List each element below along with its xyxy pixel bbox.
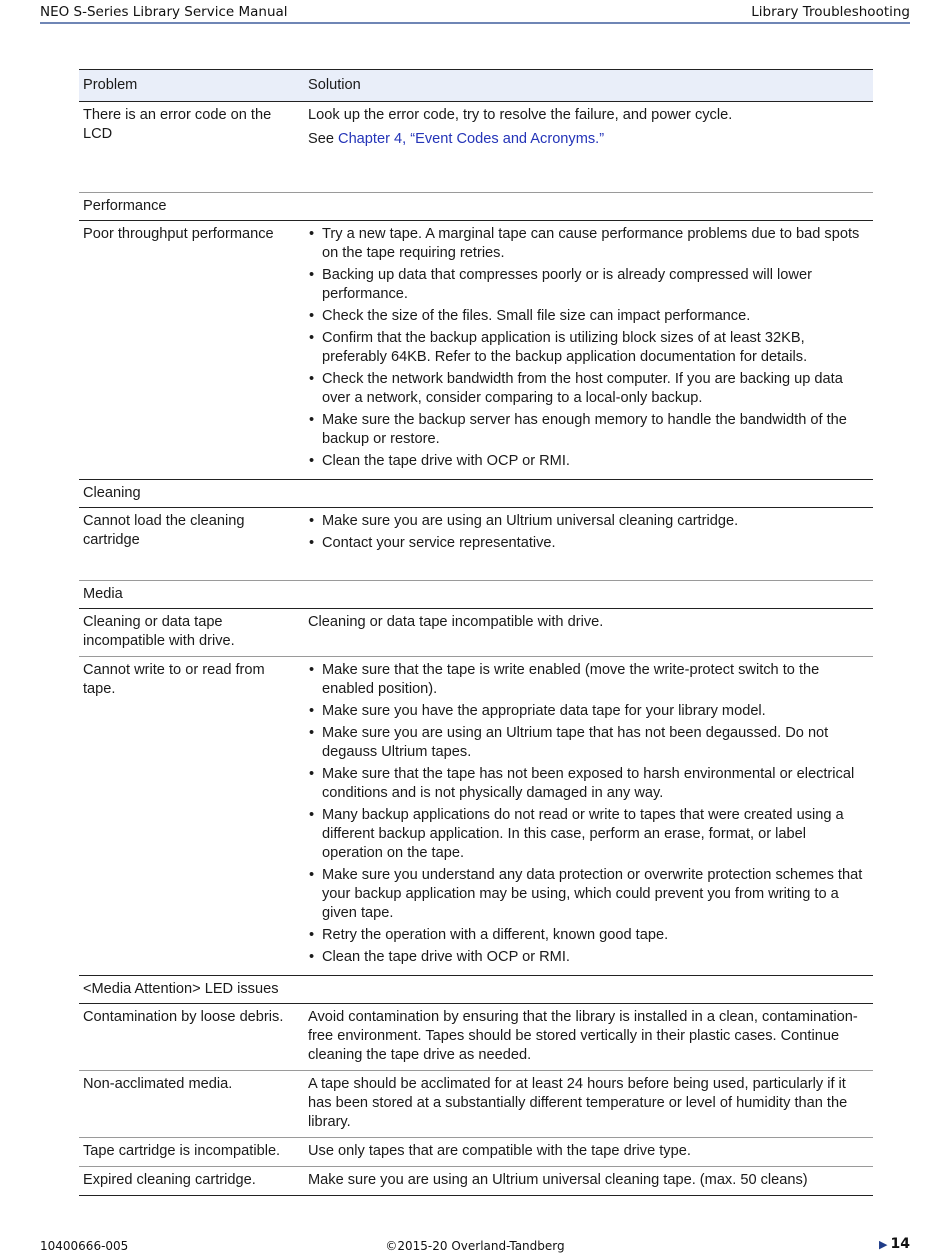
troubleshooting-table xyxy=(79,69,873,1196)
solution-list xyxy=(308,661,869,967)
see-prefix: See xyxy=(308,131,339,147)
table-row xyxy=(79,1004,873,1071)
list-item: • Make sure that the tape has not been exposed to harsh environmental or electrical conditions and is not physically damaged in any way. xyxy=(308,765,869,803)
problem-cell: Cannot load the cleaning cartridge xyxy=(83,513,245,548)
list-item: • Make sure you understand any data protection or overwrite protection schemes that your backup application may be using, which could prevent you from writing to a given tape. xyxy=(308,866,869,923)
list-item: • Retry the operation with a different, known good tape. xyxy=(308,926,869,945)
problem-cell: Contamination by loose debris. xyxy=(79,1004,304,1071)
table-spacer xyxy=(79,561,873,581)
solution-cell: Use only tapes that are compatible with the tape drive type. xyxy=(304,1138,873,1167)
table-row xyxy=(79,221,873,480)
triangle-right-icon[interactable]: ▶ xyxy=(879,1238,888,1251)
list-item: • Check the network bandwidth from the host computer. If you are backing up data over a network, consider comparing to a local-only backup. xyxy=(308,370,869,408)
problem-cell: Non-acclimated media. xyxy=(79,1071,304,1138)
page-header xyxy=(40,2,910,24)
solution-cell xyxy=(304,102,873,155)
solution-header: Solution xyxy=(304,70,873,102)
list-item: • Make sure you are using an Ultrium tape that has not been degaussed. Do not degauss Ultrium tapes. xyxy=(308,724,869,762)
table-row xyxy=(79,1167,873,1196)
solution-cell: Avoid contamination by ensuring that the library is installed in a clean, contamination-free environment. Tapes should be stored vertically in their plastic cases. Continue cleaning the tape drive as needed. xyxy=(304,1004,873,1071)
list-item: • Make sure that the tape is write enabled (move the write-protect switch to the enabled position). xyxy=(308,661,869,699)
section-heading-cleaning xyxy=(79,480,873,508)
section-title: <Media Attention> LED issues xyxy=(79,976,873,1004)
problem-cell: Tape cartridge is incompatible. xyxy=(79,1138,304,1167)
list-item: • Make sure you have the appropriate data tape for your library model. xyxy=(308,702,869,721)
solution-cell xyxy=(304,221,873,480)
problem-cell: Expired cleaning cartridge. xyxy=(79,1167,304,1196)
solution-cell: Cleaning or data tape incompatible with drive. xyxy=(304,609,873,657)
section-heading-led-issues xyxy=(79,976,873,1004)
list-item: • Backing up data that compresses poorly or is already compressed will lower performance. xyxy=(308,266,869,304)
solution-text: Look up the error code, try to resolve the failure, and power cycle. xyxy=(308,107,733,123)
list-item: • Many backup applications do not read or write to tapes that were created using a different backup application. In this case, perform an erase, format, or label operation on the tape. xyxy=(308,806,869,863)
list-item: • Make sure you are using an Ultrium universal cleaning cartridge. xyxy=(308,512,869,531)
list-item: • Check the size of the files. Small file size can impact performance. xyxy=(308,307,869,326)
table-header-row xyxy=(79,70,873,102)
table-row xyxy=(79,508,873,562)
copyright: ©2015-20 Overland-Tandberg xyxy=(385,1239,565,1253)
page-number-area[interactable] xyxy=(879,1236,910,1252)
page-footer xyxy=(40,1236,910,1256)
table-row xyxy=(79,609,873,657)
table-spacer xyxy=(79,154,873,193)
section-title: Media xyxy=(79,581,873,609)
section-heading-performance xyxy=(79,193,873,221)
table-row xyxy=(79,1071,873,1138)
manual-title: NEO S-Series Library Service Manual xyxy=(40,4,288,20)
list-item: • Try a new tape. A marginal tape can cause performance problems due to bad spots on the tape requiring retries. xyxy=(308,225,869,263)
solution-list xyxy=(308,512,869,553)
problem-cell: Cannot write to or read from tape. xyxy=(83,662,265,697)
see-reference xyxy=(308,130,869,149)
list-item: • Make sure the backup server has enough memory to handle the bandwidth of the backup or restore. xyxy=(308,411,869,449)
list-item: • Contact your service representative. xyxy=(308,534,869,553)
section-heading-media xyxy=(79,581,873,609)
problem-cell: There is an error code on the LCD xyxy=(83,107,272,142)
section-title: Cleaning xyxy=(79,480,873,508)
table-row xyxy=(79,102,873,155)
table-row xyxy=(79,1138,873,1167)
section-title: Performance xyxy=(79,193,873,221)
list-item: • Clean the tape drive with OCP or RMI. xyxy=(308,452,869,471)
problem-cell: Cleaning or data tape incompatible with drive. xyxy=(79,609,304,657)
problem-header: Problem xyxy=(79,70,304,102)
solution-list xyxy=(308,225,869,471)
list-item: • Confirm that the backup application is utilizing block sizes of at least 32KB, preferably 64KB. Refer to the backup application documentation for details. xyxy=(308,329,869,367)
solution-cell xyxy=(304,508,873,562)
solution-cell: A tape should be acclimated for at least 24 hours before being used, particularly if it has been stored at a substantially different temperature or level of humidity than the library. xyxy=(304,1071,873,1138)
problem-cell: Poor throughput performance xyxy=(83,226,274,242)
table-row xyxy=(79,657,873,976)
chapter-4-link[interactable]: Chapter 4, “Event Codes and Acronyms.” xyxy=(338,131,605,147)
document-number: 10400666-005 xyxy=(40,1239,129,1253)
solution-cell xyxy=(304,657,873,976)
chapter-title: Library Troubleshooting xyxy=(751,4,910,20)
list-item: • Clean the tape drive with OCP or RMI. xyxy=(308,948,869,967)
page-number: 14 xyxy=(890,1236,910,1252)
solution-cell: Make sure you are using an Ultrium universal cleaning tape. (max. 50 cleans) xyxy=(304,1167,873,1196)
